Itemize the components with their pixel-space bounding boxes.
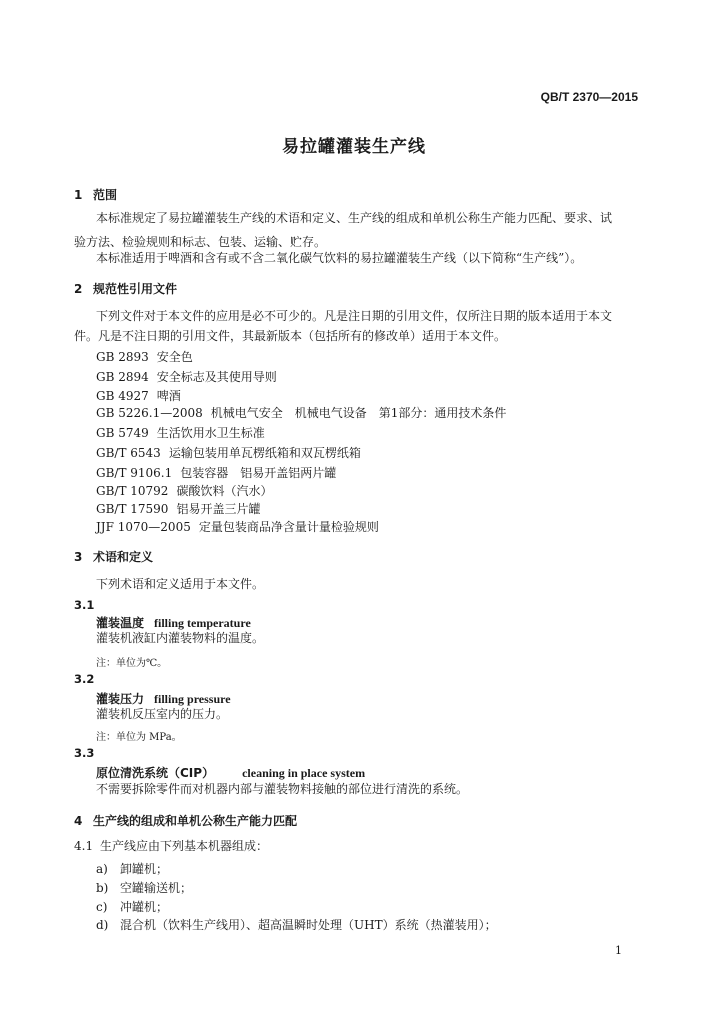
- reference-item: [96, 387, 181, 404]
- reference-code: GB 2893: [96, 350, 149, 364]
- list-marker: c): [96, 900, 108, 914]
- reference-item: [96, 368, 277, 385]
- list-item: [96, 860, 168, 877]
- standard-code: QB/T 2370—2015: [540, 90, 638, 104]
- term-number: 3.2: [74, 672, 95, 686]
- document-title: 易拉罐灌装生产线: [282, 137, 426, 157]
- reference-code: GB 5749: [96, 426, 149, 440]
- list-text: 卸罐机；: [120, 862, 169, 876]
- reference-title: 包装容器 铝易开盖铝两片罐: [180, 466, 337, 480]
- reference-item: [96, 424, 265, 441]
- list-item: [96, 898, 168, 915]
- section-title: 规范性引用文件: [93, 282, 178, 296]
- reference-title: 啤酒: [156, 389, 181, 403]
- reference-code: GB/T 17590: [96, 502, 169, 516]
- clause-4-1: [74, 834, 268, 858]
- section-2-paragraph-line-2: 件。凡是不注日期的引用文件，其最新版本（包括所有的修改单）适用于本文件。: [74, 329, 507, 343]
- section-number: 3: [74, 550, 83, 564]
- clause-text: 生产线应由下列基本机器组成：: [100, 839, 269, 853]
- reference-title: 运输包装用单瓦楞纸箱和双瓦楞纸箱: [168, 446, 361, 460]
- section-3-heading: [74, 548, 153, 565]
- reference-code: JJF 1070—2005: [96, 520, 191, 534]
- list-text: 混合机（饮料生产线用）、超高温瞬时处理（UHT）系统（热灌装用）；: [120, 918, 497, 932]
- reference-title: 安全色: [156, 350, 193, 364]
- term-english: cleaning in place system: [242, 766, 366, 780]
- section-title: 范围: [93, 188, 118, 202]
- reference-code: GB/T 6543: [96, 446, 161, 460]
- list-item: [96, 916, 497, 933]
- section-2-paragraph-line-1: 下列文件对于本文件的应用是必不可少的。凡是注日期的引用文件，仅所注日期的版本适用于本文: [96, 309, 613, 323]
- section-number: 2: [74, 282, 83, 296]
- term-chinese: 灌装温度: [96, 616, 145, 630]
- section-title: 生产线的组成和单机公称生产能力匹配: [93, 814, 298, 828]
- reference-item: [96, 518, 379, 535]
- reference-code: GB 5226.1—2008: [96, 406, 203, 420]
- reference-title: 生活饮用水卫生标准: [156, 426, 265, 440]
- term-definition: 不需要拆除零件而对机器内部与灌装物料接触的部位进行清洗的系统。: [96, 782, 469, 796]
- reference-code: GB/T 10792: [96, 484, 169, 498]
- reference-title: 铝易开盖三片罐: [176, 502, 261, 516]
- reference-item: [96, 482, 272, 499]
- term-number: 3.3: [74, 746, 95, 760]
- reference-item: [96, 404, 506, 421]
- list-text: 空罐输送机；: [120, 881, 193, 895]
- section-1-paragraph-2: 本标准适用于啤酒和含有或不含二氧化碳气饮料的易拉罐灌装生产线（以下简称“生产线”）。: [96, 251, 583, 265]
- term-english: filling pressure: [154, 692, 231, 706]
- section-1-paragraph-1-line-1: 本标准规定了易拉罐灌装生产线的术语和定义、生产线的组成和单机公称生产能力匹配、要求、试: [96, 211, 613, 225]
- term-chinese: 灌装压力: [96, 692, 145, 706]
- term-note: 注：单位为 MPa。: [96, 732, 182, 743]
- reference-item: [96, 348, 193, 365]
- reference-code: GB 2894: [96, 370, 149, 384]
- reference-code: GB/T 9106.1: [96, 466, 173, 480]
- page-number: 1: [615, 944, 622, 957]
- term-chinese: 原位清洗系统（CIP）: [96, 766, 215, 780]
- reference-code: GB 4927: [96, 389, 149, 403]
- reference-item: [96, 464, 336, 481]
- section-number: 1: [74, 188, 83, 202]
- section-number: 4: [74, 814, 83, 828]
- term-number: 3.1: [74, 598, 95, 612]
- reference-item: [96, 500, 260, 517]
- reference-item: [96, 444, 361, 461]
- section-4-heading: [74, 812, 297, 829]
- reference-title: 安全标志及其使用导则: [156, 370, 277, 384]
- section-3-intro: 下列术语和定义适用于本文件。: [96, 577, 265, 591]
- term-definition: 灌装机液缸内灌装物料的温度。: [96, 631, 265, 645]
- section-1-heading: [74, 186, 117, 203]
- reference-title: 机械电气安全 机械电气设备 第1部分：通用技术条件: [210, 406, 507, 420]
- section-1-paragraph-1-line-2: 验方法、检验规则和标志、包装、运输、贮存。: [74, 235, 327, 249]
- term-definition: 灌装机反压室内的压力。: [96, 707, 229, 721]
- term-english: filling temperature: [154, 616, 251, 630]
- clause-number: 4.1: [74, 839, 94, 853]
- reference-title: 定量包装商品净含量计量检验规则: [198, 520, 379, 534]
- list-text: 冲罐机；: [120, 900, 169, 914]
- term-note: 注：单位为℃。: [96, 658, 168, 669]
- list-item: [96, 879, 192, 896]
- list-marker: d): [96, 918, 109, 932]
- section-title: 术语和定义: [93, 550, 154, 564]
- section-2-heading: [74, 280, 177, 297]
- reference-title: 碳酸饮料（汽水）: [176, 484, 273, 498]
- list-marker: a): [96, 862, 108, 876]
- list-marker: b): [96, 881, 109, 895]
